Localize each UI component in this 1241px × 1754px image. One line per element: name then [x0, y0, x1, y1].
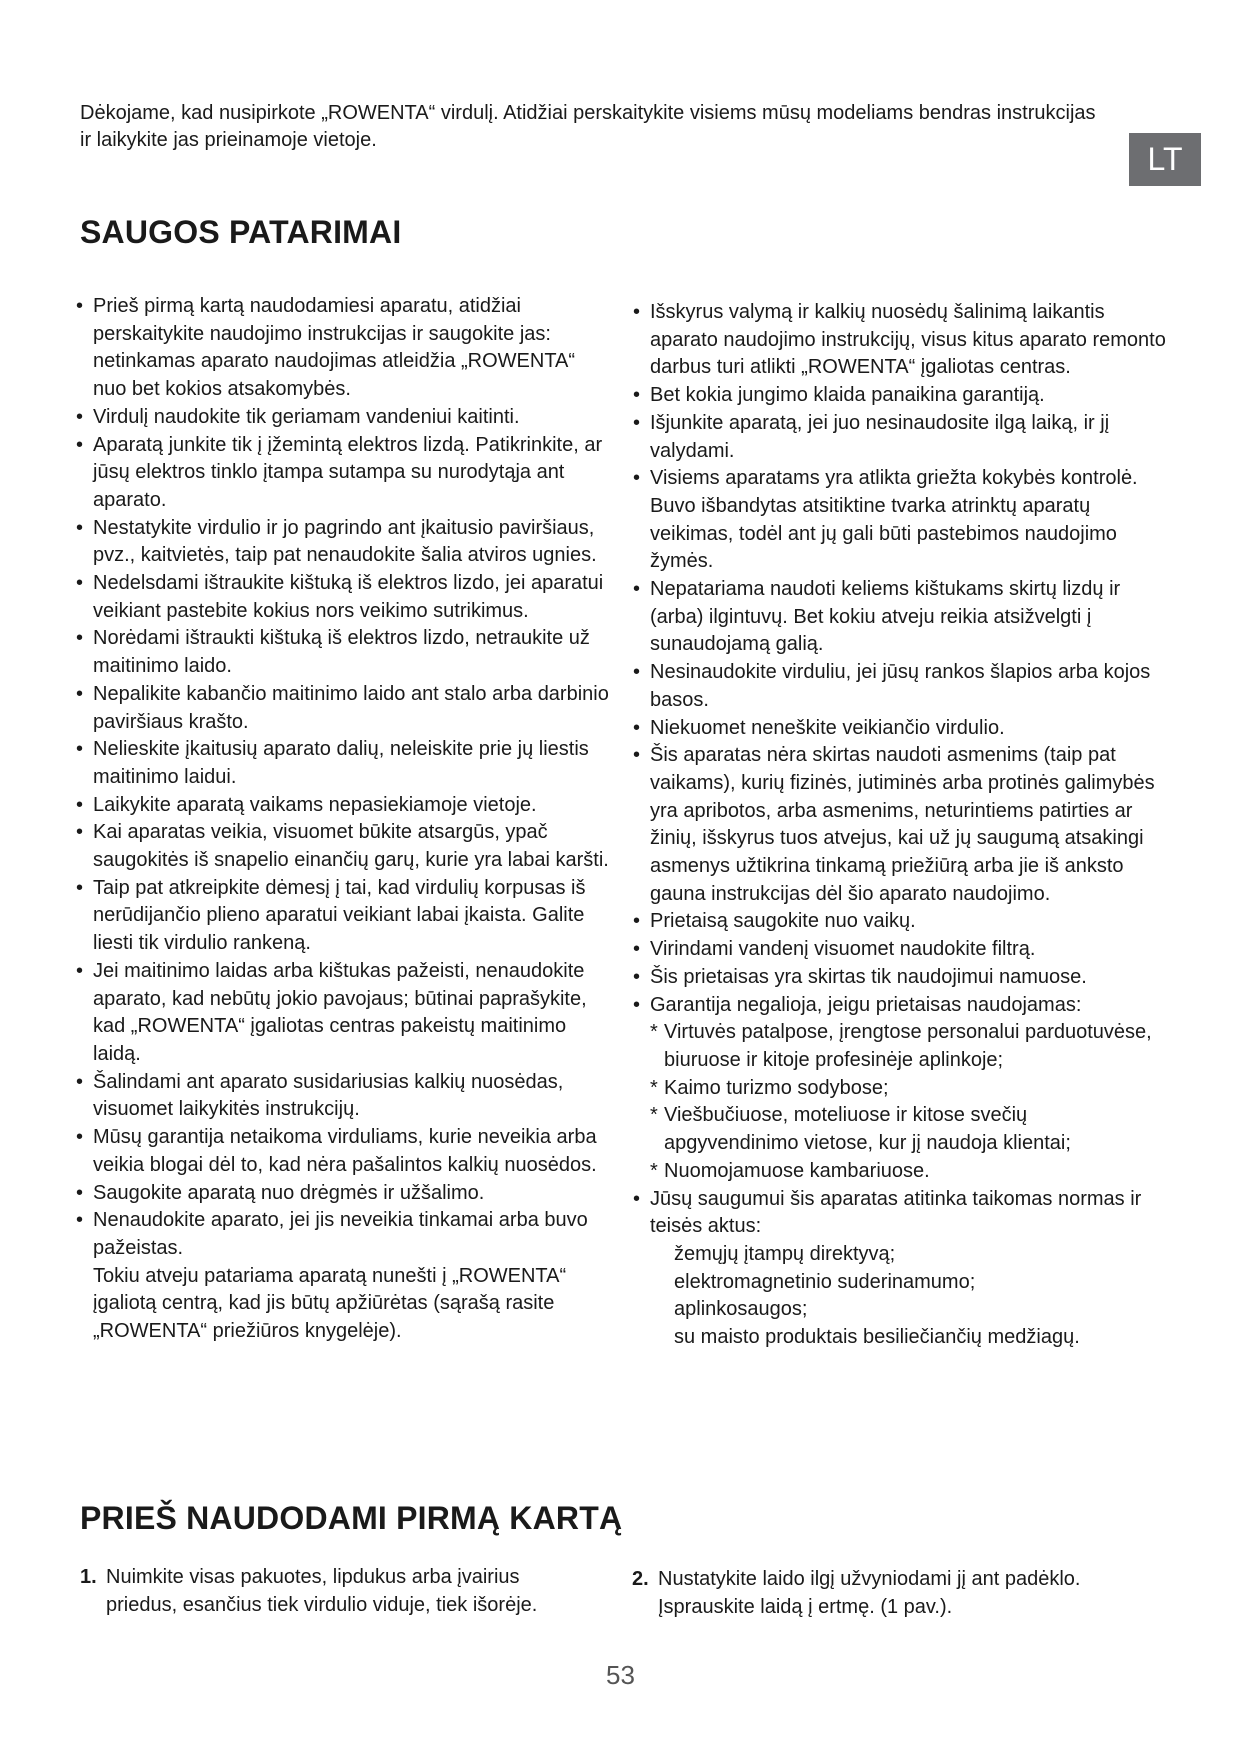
- list-item: • Virindami vandenį visuomet naudokite filtrą.: [637, 936, 1167, 964]
- list-item: • Nestatykite virdulio ir jo pagrindo ant įkaitusio paviršiaus, pvz., kaitvietės, taip pat nenaudokite šalia atviros ugnies.: [80, 515, 610, 570]
- norm-item: elektromagnetinio suderinamumo;: [674, 1270, 976, 1293]
- list-item-continuation: Tokiu atveju patariama aparatą nunešti į „ROWENTA“ įgaliotą centrą, kad jis būtų apžiūrėtas (sąrašą rasite „ROWENTA“ priežiūros knygelėje).: [93, 1264, 567, 1343]
- list-item: • Garantija negalioja, jeigu prietaisas naudojamas:: [637, 992, 1167, 1020]
- list-item: • Nedelsdami ištraukite kištuką iš elektros lizdo, jei aparatui veikiant pastebite kokius nors veikimo sutrikimus.: [80, 570, 610, 625]
- list-item: • Virdulį naudokite tik geriamam vandeniui kaitinti.: [80, 404, 610, 432]
- intro-paragraph: Dėkojame, kad nusipirkote „ROWENTA“ virdulį. Atidžiai perskaitykite visiems mūsų modeliams bendras instrukcijas ir laikykite jas prieinamoje vietoje.: [80, 102, 1096, 151]
- step-number: 1.: [80, 1566, 97, 1588]
- first-use-step-1: [80, 1563, 590, 1619]
- norm-item: žemųjų įtampų direktyvą;: [674, 1242, 896, 1265]
- first-use-heading: PRIEŠ NAUDODAMI PIRMĄ KARTĄ: [80, 1500, 623, 1536]
- list-item: • Visiems aparatams yra atlikta griežta kokybės kontrolė. Buvo išbandytas atsitiktine tvarka atrinktų aparatų veikimas, todėl ant jų gali būti pastebimos naudojimo žymės.: [637, 465, 1167, 576]
- step-item: [80, 1563, 590, 1619]
- list-item: • Mūsų garantija netaikoma virduliams, kurie neveikia arba veikia blogai dėl to, kad nėra pašalintos kalkių nuosėdos.: [80, 1124, 610, 1179]
- list-item: • Šis aparatas nėra skirtas naudoti asmenims (taip pat vaikams), kurių fizinės, jutiminės arba protinės galimybės yra apribotos, arba asmenims, neturintiems patirties ar žinių, išskyrus tuos atvejus, kai už jų saugumą atsakingi asmenys užtikrina tinkamą priežiūrą arba jie iš anksto gauna instrukcijas dėl šio aparato naudojimo.: [637, 742, 1167, 908]
- step-text: Nuimkite visas pakuotes, lipdukus arba įvairius priedus, esančius tiek virdulio viduje, tiek išorėje.: [106, 1566, 538, 1616]
- language-badge: LT: [1129, 133, 1201, 186]
- step-number: 2.: [632, 1568, 649, 1590]
- list-item: • Šalindami ant aparato susidariusias kalkių nuosėdas, visuomet laikykitės instrukcijų.: [80, 1069, 610, 1124]
- safety-list-left: [80, 293, 610, 1346]
- sub-list-item: * Nuomojamuose kambariuose.: [637, 1158, 1167, 1186]
- list-item: • Nesinaudokite virduliu, jei jūsų rankos šlapios arba kojos basos.: [637, 659, 1167, 714]
- norm-item: su maisto produktais besiliečiančių medžiagų.: [674, 1326, 1080, 1349]
- first-use-step-2: [632, 1565, 1152, 1621]
- list-item: • Laikykite aparatą vaikams nepasiekiamoje vietoje.: [80, 792, 610, 820]
- list-item: • Saugokite aparatą nuo drėgmės ir užšalimo.: [80, 1180, 610, 1208]
- list-item: • Prieš pirmą kartą naudodamiesi aparatu, atidžiai perskaitykite naudojimo instrukcijas ir saugokite jas: netinkamas aparato naudojimas atleidžia „ROWENTA“ nuo bet kokios atsakomybės.: [80, 293, 610, 404]
- safety-heading: SAUGOS PATARIMAI: [80, 214, 402, 250]
- list-item: • Šis prietaisas yra skirtas tik naudojimui namuose.: [637, 964, 1167, 992]
- safety-list-right: [637, 299, 1167, 1352]
- list-item: • Jūsų saugumui šis aparatas atitinka taikomas normas ir teisės aktus:: [637, 1186, 1167, 1241]
- sub-list-item: * Kaimo turizmo sodybose;: [637, 1075, 1167, 1103]
- list-item: • Nepalikite kabančio maitinimo laido ant stalo arba darbinio paviršiaus krašto.: [80, 681, 610, 736]
- list-item: • Bet kokia jungimo klaida panaikina garantiją.: [637, 382, 1167, 410]
- list-item: • Prietaisą saugokite nuo vaikų.: [637, 908, 1167, 936]
- list-item: • Nepatariama naudoti keliems kištukams skirtų lizdų ir (arba) ilgintuvų. Bet kokiu atveju reikia atsižvelgti į sunaudojamą galią.: [637, 576, 1167, 659]
- step-text: Nustatykite laido ilgį užvyniodami jį ant padėklo. Įsprauskite laidą į ertmę. (1 pav.).: [658, 1568, 1081, 1618]
- norm-item: aplinkosaugos;: [674, 1298, 808, 1321]
- sub-list-item: * Virtuvės patalpose, įrengtose personalui parduotuvėse, biuruose ir kitoje profesinėje aplinkoje;: [637, 1019, 1167, 1074]
- list-item: • Nelieskite įkaitusių aparato dalių, neleiskite prie jų liestis maitinimo laidui.: [80, 736, 610, 791]
- step-item: [632, 1565, 1152, 1621]
- list-item: • Niekuomet neneškite veikiančio virdulio.: [637, 715, 1167, 743]
- page-number: 53: [606, 1660, 635, 1690]
- sub-list-item: * Viešbučiuose, moteliuose ir kitose svečių apgyvendinimo vietose, kur jį naudoja klientai;: [637, 1102, 1167, 1157]
- list-item: • Nenaudokite aparato, jei jis neveikia tinkamai arba buvo pažeistas.: [80, 1207, 610, 1262]
- list-item: • Jei maitinimo laidas arba kištukas pažeisti, nenaudokite aparato, kad nebūtų jokio pavojaus; būtinai paprašykite, kad „ROWENTA“ įgaliotas centras pakeistų maitinimo laidą.: [80, 958, 610, 1069]
- list-item: • Išjunkite aparatą, jei juo nesinaudosite ilgą laiką, ir jį valydami.: [637, 410, 1167, 465]
- list-item: • Išskyrus valymą ir kalkių nuosėdų šalinimą laikantis aparato naudojimo instrukcijų, visus kitus aparato remonto darbus turi atlikti „ROWENTA“ įgaliotas centras.: [637, 299, 1167, 382]
- list-item: • Aparatą junkite tik į įžemintą elektros lizdą. Patikrinkite, ar jūsų elektros tinklo įtampa sutampa su nurodytąja ant aparato.: [80, 432, 610, 515]
- list-item: • Norėdami ištraukti kištuką iš elektros lizdo, netraukite už maitinimo laido.: [80, 625, 610, 680]
- list-item: • Kai aparatas veikia, visuomet būkite atsargūs, ypač saugokitės iš snapelio einančių garų, kurie yra labai karšti.: [80, 819, 610, 874]
- list-item: • Taip pat atkreipkite dėmesį į tai, kad virdulių korpusas iš nerūdijančio plieno aparatui veikiant labai įkaista. Galite liesti tik virdulio rankeną.: [80, 875, 610, 958]
